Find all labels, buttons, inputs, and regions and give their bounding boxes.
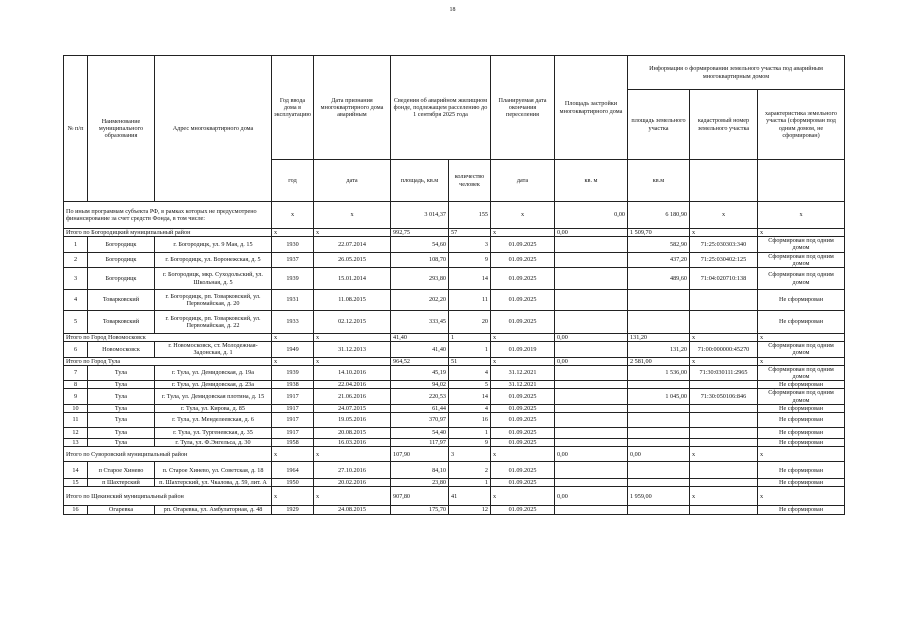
subtotal-land-area: 1 959,00 [628, 487, 690, 506]
cell-people: 9 [449, 252, 491, 267]
unit-year: год [272, 160, 314, 202]
subtotal-row [64, 487, 845, 506]
cell-cadastral: 71:30:050106:846 [690, 389, 758, 404]
cell-char: Не сформирован [758, 311, 845, 334]
cell-area: 220,53 [391, 389, 449, 404]
cell-area: 117,97 [391, 439, 449, 447]
cell-municipality: Тула [88, 439, 155, 447]
cell-year: 1933 [272, 311, 314, 334]
cell-char: Сформирован под одним домом [758, 389, 845, 404]
subtotal-people: 57 [449, 229, 491, 237]
subtotal-year: х [272, 357, 314, 365]
cell-char: Не сформирован [758, 462, 845, 479]
cell-cadastral [690, 479, 758, 487]
cell-year: 1930 [272, 237, 314, 252]
subtotal-build-area: 0,00 [555, 229, 628, 237]
subtotal-char: х [758, 334, 845, 342]
cell-build-area [555, 365, 628, 380]
subtotal-land-area: 1 509,70 [628, 229, 690, 237]
summary-char: х [758, 202, 845, 229]
cell-planned: 01.09.2025 [491, 237, 555, 252]
table-row [64, 237, 845, 252]
cell-land-area [628, 428, 690, 439]
subtotal-year: х [272, 334, 314, 342]
cell-address: г. Тула, ул. Кирова, д. 85 [155, 404, 272, 412]
cell-area: 370,97 [391, 413, 449, 428]
cell-area: 54,60 [391, 237, 449, 252]
cell-people: 14 [449, 268, 491, 290]
cell-char: Сформирован под одним домом [758, 342, 845, 357]
summary-people: 155 [449, 202, 491, 229]
cell-build-area [555, 268, 628, 290]
subtotal-land-area: 0,00 [628, 447, 690, 462]
cell-num: 3 [64, 268, 88, 290]
summary-date: х [314, 202, 391, 229]
header-land-info: Информация о формировании земельного участка под аварийным многоквартирным домом [628, 56, 845, 90]
cell-char: Не сформирован [758, 506, 845, 514]
cell-year: 1949 [272, 342, 314, 357]
cell-year: 1917 [272, 413, 314, 428]
subtotal-row [64, 229, 845, 237]
cell-municipality: Богородицк [88, 237, 155, 252]
unit-date2: дата [491, 160, 555, 202]
cell-date: 16.03.2016 [314, 439, 391, 447]
cell-municipality: Тула [88, 404, 155, 412]
cell-build-area [555, 404, 628, 412]
cell-people: 2 [449, 462, 491, 479]
cell-num: 7 [64, 365, 88, 380]
cell-build-area [555, 389, 628, 404]
cell-planned: 01.09.2025 [491, 252, 555, 267]
cell-planned: 31.12.2021 [491, 365, 555, 380]
subtotal-area: 41,40 [391, 334, 449, 342]
header-building-area: Площадь застройки многоквартирного дома [555, 56, 628, 160]
cell-char: Не сформирован [758, 381, 845, 389]
table-row [64, 342, 845, 357]
cell-date: 31.12.2013 [314, 342, 391, 357]
subtotal-area: 107,90 [391, 447, 449, 462]
table-row [64, 404, 845, 412]
cell-cadastral: 71:00:000000:45270 [690, 342, 758, 357]
cell-municipality: Тула [88, 428, 155, 439]
cell-build-area [555, 428, 628, 439]
table-header [64, 56, 845, 202]
cell-cadastral [690, 439, 758, 447]
cell-area: 202,20 [391, 290, 449, 311]
cell-cadastral [690, 290, 758, 311]
cell-date: 24.07.2015 [314, 404, 391, 412]
cell-year: 1939 [272, 365, 314, 380]
cell-num: 12 [64, 428, 88, 439]
cell-cadastral: 71:25:030402:125 [690, 252, 758, 267]
header-cadastral: кадастровый номер земельного участка [690, 90, 758, 160]
header-recognition-date: Дата признания многоквартирного дома аварийным [314, 56, 391, 160]
table-row [64, 462, 845, 479]
subtotal-date: х [314, 447, 391, 462]
cell-land-area: 489,60 [628, 268, 690, 290]
subtotal-year: х [272, 229, 314, 237]
cell-area: 108,70 [391, 252, 449, 267]
cell-people: 1 [449, 428, 491, 439]
header-land-area: площадь земельного участка [628, 90, 690, 160]
cell-cadastral: 71:04:020710:138 [690, 268, 758, 290]
header-emergency-fund: Сведения об аварийном жилищном фонде, подлежащем расселению до 1 сентября 2025 года [391, 56, 491, 160]
cell-build-area [555, 290, 628, 311]
table-row [64, 365, 845, 380]
cell-people: 20 [449, 311, 491, 334]
cell-municipality: Тула [88, 365, 155, 380]
subtotal-land-area: 2 581,00 [628, 357, 690, 365]
cell-build-area [555, 381, 628, 389]
cell-planned: 01.09.2025 [491, 389, 555, 404]
cell-num: 13 [64, 439, 88, 447]
table-body [64, 202, 845, 515]
cell-land-area: 582,90 [628, 237, 690, 252]
cell-char: Не сформирован [758, 428, 845, 439]
subtotal-land-area: 131,20 [628, 334, 690, 342]
unit-area: площадь, кв.м [391, 160, 449, 202]
cell-municipality: Огаревка [88, 506, 155, 514]
table-row [64, 506, 845, 514]
subtotal-area: 992,75 [391, 229, 449, 237]
subtotal-row [64, 357, 845, 365]
cell-area: 333,45 [391, 311, 449, 334]
cell-people: 1 [449, 479, 491, 487]
cell-land-area [628, 479, 690, 487]
subtotal-people: 51 [449, 357, 491, 365]
cell-address: п. Старое Хинево, ул. Советская, д. 18 [155, 462, 272, 479]
cell-planned: 31.12.2021 [491, 381, 555, 389]
summary-land-area: 6 180,90 [628, 202, 690, 229]
subtotal-area: 964,52 [391, 357, 449, 365]
table-row [64, 389, 845, 404]
subtotal-cadastral: х [690, 334, 758, 342]
cell-land-area [628, 290, 690, 311]
subtotal-planned: х [491, 487, 555, 506]
subtotal-label: Итого по Город Тула [64, 357, 272, 365]
cell-municipality: Тула [88, 413, 155, 428]
subtotal-cadastral: х [690, 229, 758, 237]
cell-municipality: п Старое Хинево [88, 462, 155, 479]
cell-char: Не сформирован [758, 439, 845, 447]
cell-char: Сформирован под одним домом [758, 268, 845, 290]
cell-municipality: Тула [88, 381, 155, 389]
subtotal-people: 3 [449, 447, 491, 462]
subtotal-row [64, 334, 845, 342]
cell-land-area [628, 413, 690, 428]
cell-year: 1917 [272, 428, 314, 439]
cell-planned: 01.09.2025 [491, 439, 555, 447]
subtotal-cadastral: х [690, 357, 758, 365]
subtotal-label: Итого по Богородицкий муниципальный район [64, 229, 272, 237]
subtotal-label: Итого по Город Новомосковск [64, 334, 272, 342]
cell-num: 6 [64, 342, 88, 357]
header-planned-date: Планируемая дата окончания переселения [491, 56, 555, 160]
subtotal-planned: х [491, 334, 555, 342]
cell-address: г. Богородицк, ул. 9 Мая, д. 15 [155, 237, 272, 252]
cell-area: 54,40 [391, 428, 449, 439]
subtotal-build-area: 0,00 [555, 487, 628, 506]
cell-land-area: 1 536,00 [628, 365, 690, 380]
table-row [64, 413, 845, 428]
cell-char: Не сформирован [758, 413, 845, 428]
cell-date: 20.08.2015 [314, 428, 391, 439]
table-row [64, 381, 845, 389]
cell-num: 9 [64, 389, 88, 404]
cell-area: 293,80 [391, 268, 449, 290]
cell-planned: 01.09.2025 [491, 428, 555, 439]
header-year: Год ввода дома в эксплуатацию [272, 56, 314, 160]
cell-area: 94,02 [391, 381, 449, 389]
cell-year: 1937 [272, 252, 314, 267]
cell-address: п. Шахтерский, ул. Чкалова, д. 59, лит. А [155, 479, 272, 487]
cell-build-area [555, 413, 628, 428]
summary-build-area: 0,00 [555, 202, 628, 229]
unit-sqm2: кв.м [628, 160, 690, 202]
subtotal-planned: х [491, 229, 555, 237]
cell-planned: 01.09.2025 [491, 413, 555, 428]
unit-count: количество человек [449, 160, 491, 202]
subtotal-label: Итого по Суворовский муниципальный район [64, 447, 272, 462]
cell-municipality: Богородицк [88, 268, 155, 290]
summary-row [64, 202, 845, 229]
cell-address: г. Богородицк, ул. Воронежская, д. 5 [155, 252, 272, 267]
cell-cadastral: 71:30:030111:2965 [690, 365, 758, 380]
cell-year: 1938 [272, 381, 314, 389]
subtotal-planned: х [491, 447, 555, 462]
cell-land-area: 131,20 [628, 342, 690, 357]
subtotal-char: х [758, 447, 845, 462]
cell-build-area [555, 342, 628, 357]
cell-land-area [628, 462, 690, 479]
cell-date: 02.12.2015 [314, 311, 391, 334]
cell-year: 1958 [272, 439, 314, 447]
cell-date: 26.05.2015 [314, 252, 391, 267]
unit-date: дата [314, 160, 391, 202]
header-land-char: характеристика земельного участка (сформирован под одним домом, не сформирован) [758, 90, 845, 160]
subtotal-build-area: 0,00 [555, 357, 628, 365]
cell-address: г. Тула, ул. Демидовская, д. 23а [155, 381, 272, 389]
cell-people: 12 [449, 506, 491, 514]
cell-address: г. Тула, ул. Демидовская плотина, д. 15 [155, 389, 272, 404]
subtotal-cadastral: х [690, 447, 758, 462]
cell-address: г. Богородицк, рп. Товарковский, ул. Первомайская, д. 22 [155, 311, 272, 334]
subtotal-people: 1 [449, 334, 491, 342]
cell-num: 15 [64, 479, 88, 487]
cell-date: 20.02.2016 [314, 479, 391, 487]
cell-planned: 01.09.2025 [491, 404, 555, 412]
cell-planned: 01.09.2025 [491, 462, 555, 479]
table-row [64, 479, 845, 487]
cell-municipality: Богородицк [88, 252, 155, 267]
table-row [64, 268, 845, 290]
cell-municipality: Тула [88, 389, 155, 404]
cell-address: г. Новомосковск, ст. Молодежная-Задонская, д. 1 [155, 342, 272, 357]
unit-sqm: кв. м [555, 160, 628, 202]
subtotal-planned: х [491, 357, 555, 365]
subtotal-char: х [758, 487, 845, 506]
cell-year: 1931 [272, 290, 314, 311]
cell-cadastral: 71:25:030303:340 [690, 237, 758, 252]
cell-land-area [628, 506, 690, 514]
cell-people: 4 [449, 365, 491, 380]
cell-planned: 01.09.2019 [491, 342, 555, 357]
cell-year: 1917 [272, 404, 314, 412]
cell-num: 8 [64, 381, 88, 389]
cell-num: 10 [64, 404, 88, 412]
cell-land-area [628, 439, 690, 447]
cell-year: 1939 [272, 268, 314, 290]
table-row [64, 252, 845, 267]
cell-num: 4 [64, 290, 88, 311]
cell-people: 9 [449, 439, 491, 447]
cell-char: Не сформирован [758, 290, 845, 311]
header-num: № п/п [64, 56, 88, 202]
cell-build-area [555, 462, 628, 479]
cell-cadastral [690, 311, 758, 334]
cell-land-area [628, 404, 690, 412]
cell-address: г. Тула, ул. Тургеневская, д. 35 [155, 428, 272, 439]
cell-people: 5 [449, 381, 491, 389]
subtotal-date: х [314, 229, 391, 237]
summary-label: По иным программам субъекта РФ, в рамках которых не предусмотрено финансирование за счет средств Фонда, в том числе: [64, 202, 272, 229]
cell-planned: 01.09.2025 [491, 311, 555, 334]
cell-char: Сформирован под одним домом [758, 252, 845, 267]
cell-char: Сформирован под одним домом [758, 365, 845, 380]
cell-year: 1964 [272, 462, 314, 479]
page-number: 18 [449, 7, 456, 13]
subtotal-build-area: 0,00 [555, 334, 628, 342]
cell-cadastral [690, 506, 758, 514]
summary-planned: х [491, 202, 555, 229]
table-row [64, 290, 845, 311]
cell-build-area [555, 237, 628, 252]
cell-num: 1 [64, 237, 88, 252]
cell-address: г. Тула, ул. Менделеевская, д. 6 [155, 413, 272, 428]
cell-address: рп. Огаревка, ул. Амбулаторная, д. 48 [155, 506, 272, 514]
cell-char: Сформирован под одним домом [758, 237, 845, 252]
table-row [64, 439, 845, 447]
cell-date: 21.06.2016 [314, 389, 391, 404]
cell-people: 1 [449, 342, 491, 357]
cell-date: 24.08.2015 [314, 506, 391, 514]
table-row [64, 428, 845, 439]
subtotal-build-area: 0,00 [555, 447, 628, 462]
cell-date: 27.10.2016 [314, 462, 391, 479]
cell-num: 16 [64, 506, 88, 514]
cell-num: 11 [64, 413, 88, 428]
cell-address: г. Тула, ул. Демидовская, д. 19а [155, 365, 272, 380]
cell-land-area: 437,20 [628, 252, 690, 267]
cell-date: 15.01.2014 [314, 268, 391, 290]
summary-year: х [272, 202, 314, 229]
cell-area: 41,40 [391, 342, 449, 357]
subtotal-label: Итого по Щекинский муниципальный район [64, 487, 272, 506]
cell-build-area [555, 311, 628, 334]
cell-area: 84,10 [391, 462, 449, 479]
cell-area: 175,70 [391, 506, 449, 514]
cell-area: 23,80 [391, 479, 449, 487]
subtotal-row [64, 447, 845, 462]
cell-build-area [555, 479, 628, 487]
cell-date: 22.04.2016 [314, 381, 391, 389]
cell-municipality: Товарковский [88, 290, 155, 311]
cell-cadastral [690, 413, 758, 428]
cell-planned: 01.09.2025 [491, 290, 555, 311]
cell-year: 1929 [272, 506, 314, 514]
subtotal-area: 907,80 [391, 487, 449, 506]
cell-num: 2 [64, 252, 88, 267]
cell-cadastral [690, 428, 758, 439]
cell-area: 45,19 [391, 365, 449, 380]
cell-people: 11 [449, 290, 491, 311]
header-address: Адрес многоквартирного дома [155, 56, 272, 202]
cell-people: 4 [449, 404, 491, 412]
cell-municipality: Товарковский [88, 311, 155, 334]
unit-char-blank [758, 160, 845, 202]
cell-char: Не сформирован [758, 404, 845, 412]
cell-address: г. Богородицк, рп. Товарковский, ул. Первомайская, д. 20 [155, 290, 272, 311]
cell-land-area [628, 311, 690, 334]
cell-municipality: Новомосковск [88, 342, 155, 357]
cell-area: 61,44 [391, 404, 449, 412]
cell-people: 3 [449, 237, 491, 252]
cell-people: 16 [449, 413, 491, 428]
cell-cadastral [690, 404, 758, 412]
cell-address: г. Тула, ул. Ф.Энгельса, д. 30 [155, 439, 272, 447]
table-row [64, 311, 845, 334]
cell-date: 19.05.2016 [314, 413, 391, 428]
cell-build-area [555, 439, 628, 447]
summary-area: 3 014,37 [391, 202, 449, 229]
subtotal-char: х [758, 229, 845, 237]
cell-municipality: п Шахтерский [88, 479, 155, 487]
cell-date: 11.08.2015 [314, 290, 391, 311]
subtotal-year: х [272, 487, 314, 506]
subtotal-date: х [314, 487, 391, 506]
cell-build-area [555, 252, 628, 267]
subtotal-year: х [272, 447, 314, 462]
subtotal-date: х [314, 334, 391, 342]
cell-build-area [555, 506, 628, 514]
emergency-housing-table [63, 55, 845, 515]
cell-cadastral [690, 462, 758, 479]
cell-address: г. Богородицк, мкр. Суходольский, ул. Школьная, д. 5 [155, 268, 272, 290]
cell-people: 14 [449, 389, 491, 404]
cell-land-area [628, 381, 690, 389]
cell-year: 1917 [272, 389, 314, 404]
cell-num: 5 [64, 311, 88, 334]
subtotal-cadastral: х [690, 487, 758, 506]
cell-num: 14 [64, 462, 88, 479]
cell-year: 1950 [272, 479, 314, 487]
cell-char: Не сформирован [758, 479, 845, 487]
cell-planned: 01.09.2025 [491, 479, 555, 487]
cell-planned: 01.09.2025 [491, 268, 555, 290]
cell-date: 22.07.2014 [314, 237, 391, 252]
cell-date: 14.10.2016 [314, 365, 391, 380]
subtotal-people: 41 [449, 487, 491, 506]
subtotal-char: х [758, 357, 845, 365]
cell-cadastral [690, 381, 758, 389]
header-municipality: Наименование муниципального образования [88, 56, 155, 202]
subtotal-date: х [314, 357, 391, 365]
summary-cadastral: х [690, 202, 758, 229]
cell-land-area: 1 045,00 [628, 389, 690, 404]
unit-cadastral-blank [690, 160, 758, 202]
cell-planned: 01.09.2025 [491, 506, 555, 514]
